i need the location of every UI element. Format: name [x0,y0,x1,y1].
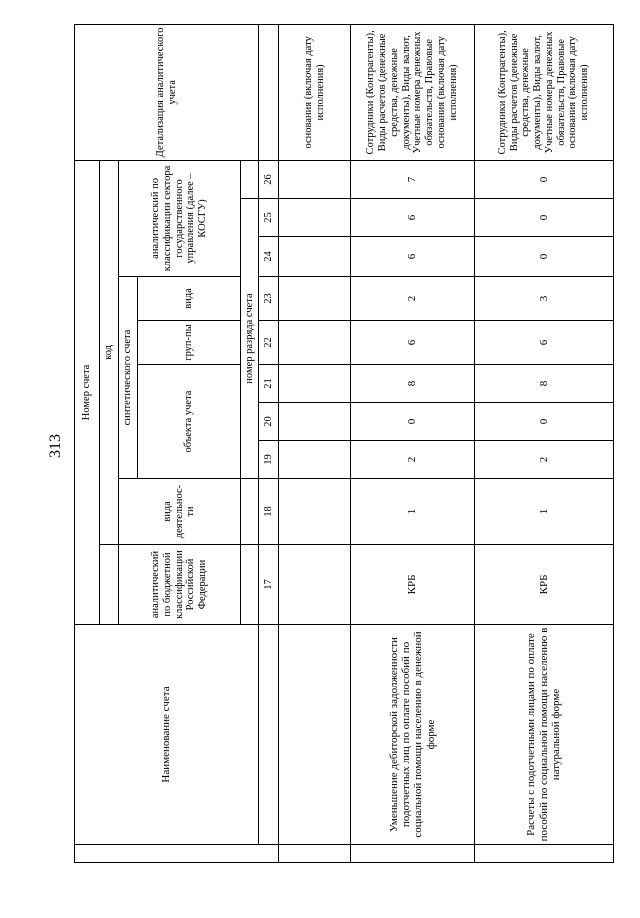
row-1-digit-25: 6 [351,199,475,237]
column-number-24: 24 [259,237,279,277]
column-number-26: 26 [259,160,279,198]
row-2-name: Расчеты с подотчетными лицами по оплате пособий по социальной помощи населению в натуральной форме [474,625,613,845]
column-number-detail-spacer [259,24,279,160]
row-2-digit-26: 0 [474,160,613,198]
column-number-20: 20 [259,403,279,441]
row-2-activity: 1 [474,479,613,545]
column-number-22: 22 [259,321,279,365]
header-accounting-object: объекта учета [137,365,240,479]
carry-over-24 [279,237,351,277]
header-digit-spacer-mid [241,479,259,545]
row-1-digit-23: 2 [351,277,475,321]
table-row [474,24,613,862]
header-digit-spacer-right [241,160,259,198]
row-2-digit-24: 0 [474,237,613,277]
header-group: груп-пы [137,321,240,365]
row-1-name: Уменьшение дебиторской задолженности подотчетных лиц по оплате пособий по социальной помощи населению в денежной форме [351,625,475,845]
column-number-21: 21 [259,365,279,403]
header-digit-number: номер разряда счета [241,199,259,479]
page-number: 313 [47,434,64,458]
row-index-cell [474,845,613,863]
accounts-table [74,24,614,863]
header-kosgu: аналитический по классификации сектора государственного управления (далее – КОСГУ) [118,160,240,276]
row-1-digit-26: 7 [351,160,475,198]
header-code-spacer [99,545,118,625]
carry-over-detail: основания (включая дату исполнения) [279,24,351,160]
carry-over-25 [279,199,351,237]
header-account-name: Наименование счета [75,625,259,845]
column-number-17: 17 [259,545,279,625]
left-blank-cell [75,845,279,863]
carry-over-17 [279,545,351,625]
header-kind: вида [137,277,240,321]
carry-over-20 [279,403,351,441]
row-1-digit-19: 2 [351,441,475,479]
row-index-cell [351,845,475,863]
row-2-digit-22: 6 [474,321,613,365]
header-budget-classification: аналитический по бюджетной классификации Российской Федерации [118,545,240,625]
header-code: код [99,160,118,544]
column-number-19: 19 [259,441,279,479]
row-1-digit-22: 6 [351,321,475,365]
row-1-krb: КРБ [351,545,475,625]
header-account-number: Номер счета [75,160,100,624]
carry-over-21 [279,365,351,403]
carry-over-18 [279,479,351,545]
column-number-25: 25 [259,199,279,237]
column-number-name-spacer [259,625,279,845]
carry-over-22 [279,321,351,365]
carry-over-26 [279,160,351,198]
rotated-table-wrapper [74,25,614,863]
row-1-digit-21: 8 [351,365,475,403]
row-2-digit-19: 2 [474,441,613,479]
header-analytics-detail: Детализация аналитического учета [75,24,259,160]
header-synthetic: синтетического счета [118,277,137,479]
row-2-detail: Сотрудники (Контрагенты), Виды расчетов (денежные средства, денежные документы), Виды валют, Учетные номера денежных обязательств, Правовые основания (включая дату исполнения) [474,24,613,160]
header-digit-spacer-left [241,545,259,625]
row-2-digit-20: 0 [474,403,613,441]
header-activity-type: вида деятельнос-ти [118,479,240,545]
rotated-sheet [74,25,614,863]
carry-over-19 [279,441,351,479]
carry-over-23 [279,277,351,321]
row-index-cell [279,845,351,863]
row-1-digit-20: 0 [351,403,475,441]
table-row [351,24,475,862]
row-2-digit-23: 3 [474,277,613,321]
table-row [279,24,351,862]
row-2-krb: КРБ [474,545,613,625]
row-1-activity: 1 [351,479,475,545]
column-number-18: 18 [259,479,279,545]
column-number-23: 23 [259,277,279,321]
row-1-digit-24: 6 [351,237,475,277]
row-1-detail: Сотрудники (Контрагенты), Виды расчетов (денежные средства, денежные документы), Виды валют, Учетные номера денежных обязательств, Правовые основания (включая дату исполнения) [351,24,475,160]
carry-over-name [279,625,351,845]
row-2-digit-21: 8 [474,365,613,403]
row-2-digit-25: 0 [474,199,613,237]
